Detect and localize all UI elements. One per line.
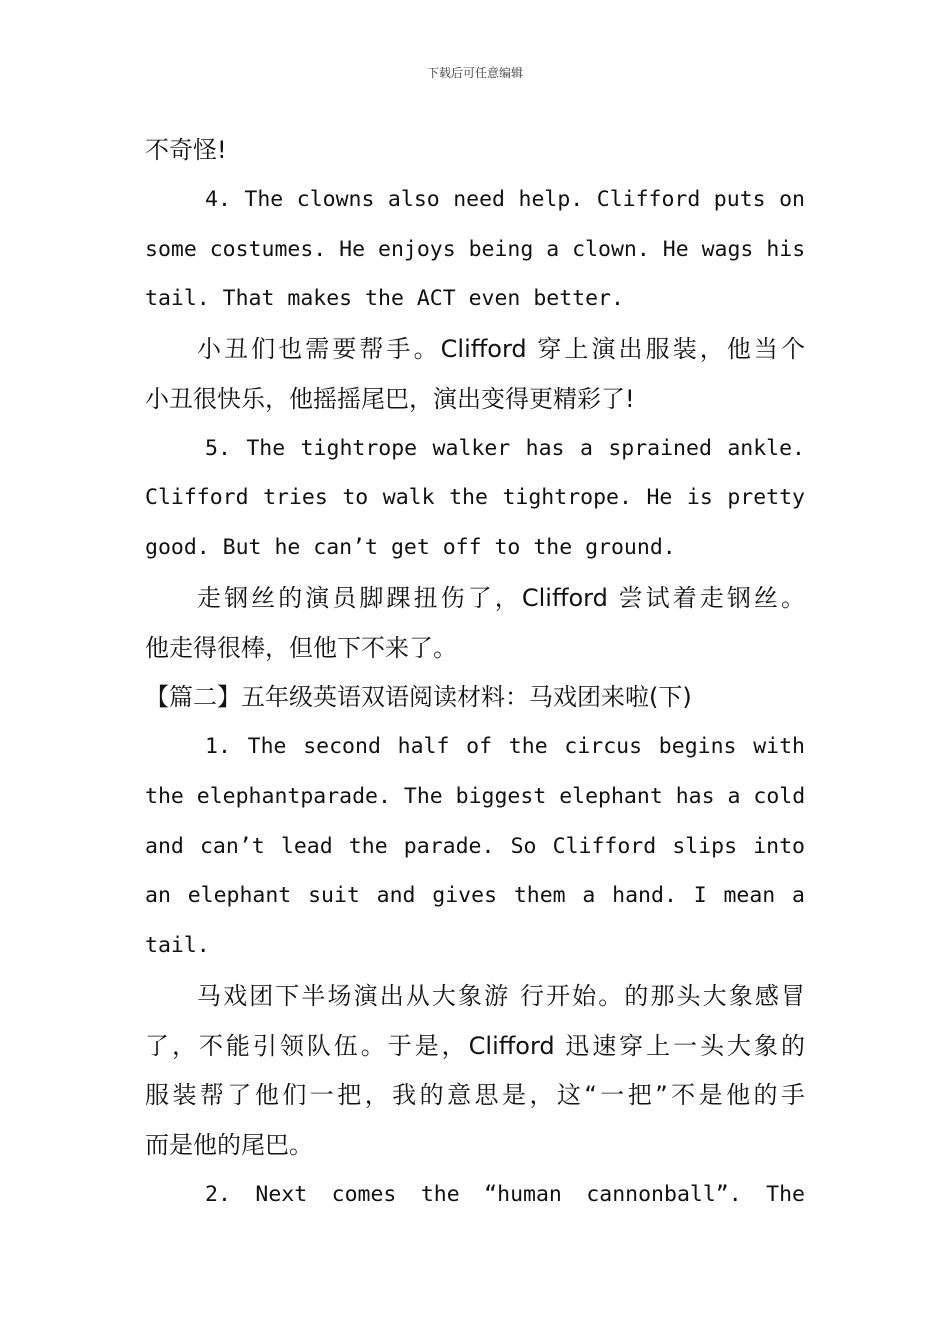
text-line: 他走得很棒，但他下不来了。 <box>145 634 457 662</box>
page-header: 下载后可任意编辑 <box>426 66 523 80</box>
text-line: an elephant suit and gives them a hand. I mean a <box>145 883 805 908</box>
text-line: and can’t lead the parade. So Clifford slips into <box>145 834 805 859</box>
text-line: some costumes. He enjoys being a clown. He wags his <box>145 237 805 262</box>
text-line: 了，不能引领队伍。于是，Clifford 迅速穿上一头大象的 <box>145 1032 805 1060</box>
text-line: good. But he can’t get off to the ground. <box>145 535 676 560</box>
text-line: 小丑很快乐，他摇摇尾巴，演出变得更精彩了! <box>145 385 635 413</box>
text-line: 走钢丝的演员脚踝扭伤了，Clifford 尝试着走钢丝。 <box>197 584 805 612</box>
text-line: 服装帮了他们一把，我的意思是，这“一把”不是他的手 <box>145 1081 805 1109</box>
text-line: 5. The tightrope walker has a sprained ankle. <box>205 436 805 461</box>
section-heading: 【篇二】五年级英语双语阅读材料：马戏团来啦(下) <box>145 683 692 711</box>
text-line: 马戏团下半场演出从大象游 行开始。的那头大象感冒 <box>197 982 805 1010</box>
text-line: 4. The clowns also need help. Clifford puts on <box>205 187 805 212</box>
text-line: 2. Next comes the “human cannonball”. The <box>205 1182 805 1207</box>
text-line: the elephantparade. The biggest elephant has a cold <box>145 784 805 809</box>
text-line: 而是他的尾巴。 <box>145 1131 313 1159</box>
text-line: 小丑们也需要帮手。Clifford 穿上演出服装，他当个 <box>197 335 805 363</box>
text-line: tail. <box>145 933 210 958</box>
text-line: 不奇怪! <box>145 136 227 164</box>
text-line: Clifford tries to walk the tightrope. He is pretty <box>145 485 805 510</box>
text-line: tail. That makes the ACT even better. <box>145 286 624 311</box>
text-line: 1. The second half of the circus begins with <box>205 734 805 759</box>
